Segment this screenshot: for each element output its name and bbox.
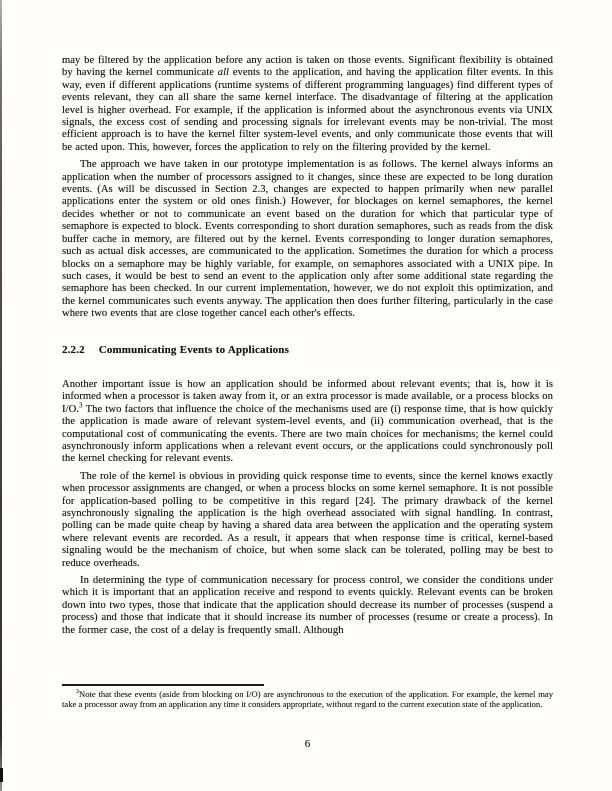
section-title: Communicating Events to Applications [98, 343, 290, 356]
paragraph-process-control: In determining the type of communication necessary for process control, we consider the conditions under which it is important that an application receive and respond to events quickly. Relevant events can be broken down into two types, those that indicate that the application should decrease its number of processes (suspend a process) and those that indicate that it should increase its number of processes (resume or create a process). In the former case, the cost of a delay is frequently small. Although [62, 575, 553, 636]
footnote-marker: 3 [76, 689, 79, 696]
section-heading [62, 344, 553, 356]
paragraph-prototype-approach: The approach we have taken in our prototype implementation is as follows. The kernel always informs an application when the number of processors assigned to it changes, since these are expected to be long duration events. (As will be discussed in Section 2.3, changes are expected to happen primarily when new parallel applications enter the system or old ones finish.) However, for blockages on kernel semaphores, the kernel decides whether or not to communicate an event based on the duration for which that particular type of semaphore is expected to block. Events corresponding to short duration semaphores, such as reads from the disk buffer cache in memory, are filtered out by the kernel. Events corresponding to longer duration semaphores, such as actual disk accesses, are communicated to the application. Sometimes the duration for which a process blocks on a semaphore may be highly variable, for example, on semaphores associated with a UNIX pipe. In such cases, it would be best to send an event to the application only after some additional state regarding the semaphore has been checked. In our current implementation, however, we do not exploit this optimization, and the kernel communicates such events anyway. The application then does further filtering, particularly in the case where two events that are close together cancel each other's effects. [62, 159, 553, 320]
page-body [62, 55, 553, 637]
page-number: 6 [304, 738, 311, 750]
paragraph-kernel-role: The role of the kernel is obvious in providing quick response time to events, since the kernel knows exactly when processor assignments are changed, or when a process blocks on some kernel semaphore. It is not possible for application-based polling to be competitive in this regard [24]. The primary drawback of the kernel asynchronously signaling the application is the high overhead associated with signal handling. In contrast, polling can be made quite cheap by having a shared data area between the application and the operating system where relevant events are recorded. As a result, it appears that when response time is critical, kernel-based signaling would be the mechanism of choice, but when some slack can be tolerated, polling may be best to reduce overheads. [62, 470, 553, 569]
paragraph-text: The two factors that influence the choice of the mechanisms used are (i) response time, that is how quickly the application is made aware of relevant system-level events, and (ii) communication overhead, that is the computational cost of communicating the events. There are two main choices for mechanisms; the kernel could asynchronously inform applications when a relevant event occurs, or the applications could synchronously poll the kernel checking for relevant events. [62, 403, 553, 465]
paragraph-text: Another important issue is how an application should be informed about relevant events; that is, how it is informed when a processor is taken away from it, or an extra processor is made available, or a process blocks on I/O. [62, 378, 553, 415]
paragraph-text: may be filtered by the application before any action is taken on those events. Significant flexibility is obtained by having the kernel communicate [62, 55, 553, 79]
footnote-text: Note that these events (aside from blocking on I/O) are asynchronous to the execution of the application. For example, the kernel may take a processor away from an application any time it considers appropriate, without regard to the current execution state of the application. [62, 689, 553, 709]
paragraph-communication-mechanisms [62, 379, 553, 466]
scan-edge-artifact [0, 0, 2, 791]
paragraph-text: events to the application, and having the application filter events. In this way, even if different applications (runtime systems of different programming languages) find different types of events relevant, they can all share the same kernel interface. The disadvantage of filtering at the application level is higher overhead. For example, if the application is informed about the asynchronous events via UNIX signals, the excess cost of sending and processing signals for irrelevant events may be non-trivial. The most efficient approach is to have the kernel filter system-level events, and only communicate those events that will be acted upon. This, however, forces the application to rely on the filtering provided by the kernel. [62, 67, 554, 153]
section-number: 2.2.2 [62, 343, 85, 356]
footnote-separator [62, 684, 264, 686]
footnote [62, 690, 553, 710]
footnote-section [62, 684, 553, 710]
italic-word: all [217, 67, 230, 79]
footnote-reference: 3 [78, 401, 83, 410]
paragraph-event-filtering [62, 55, 553, 154]
scan-edge-blob [0, 768, 3, 782]
